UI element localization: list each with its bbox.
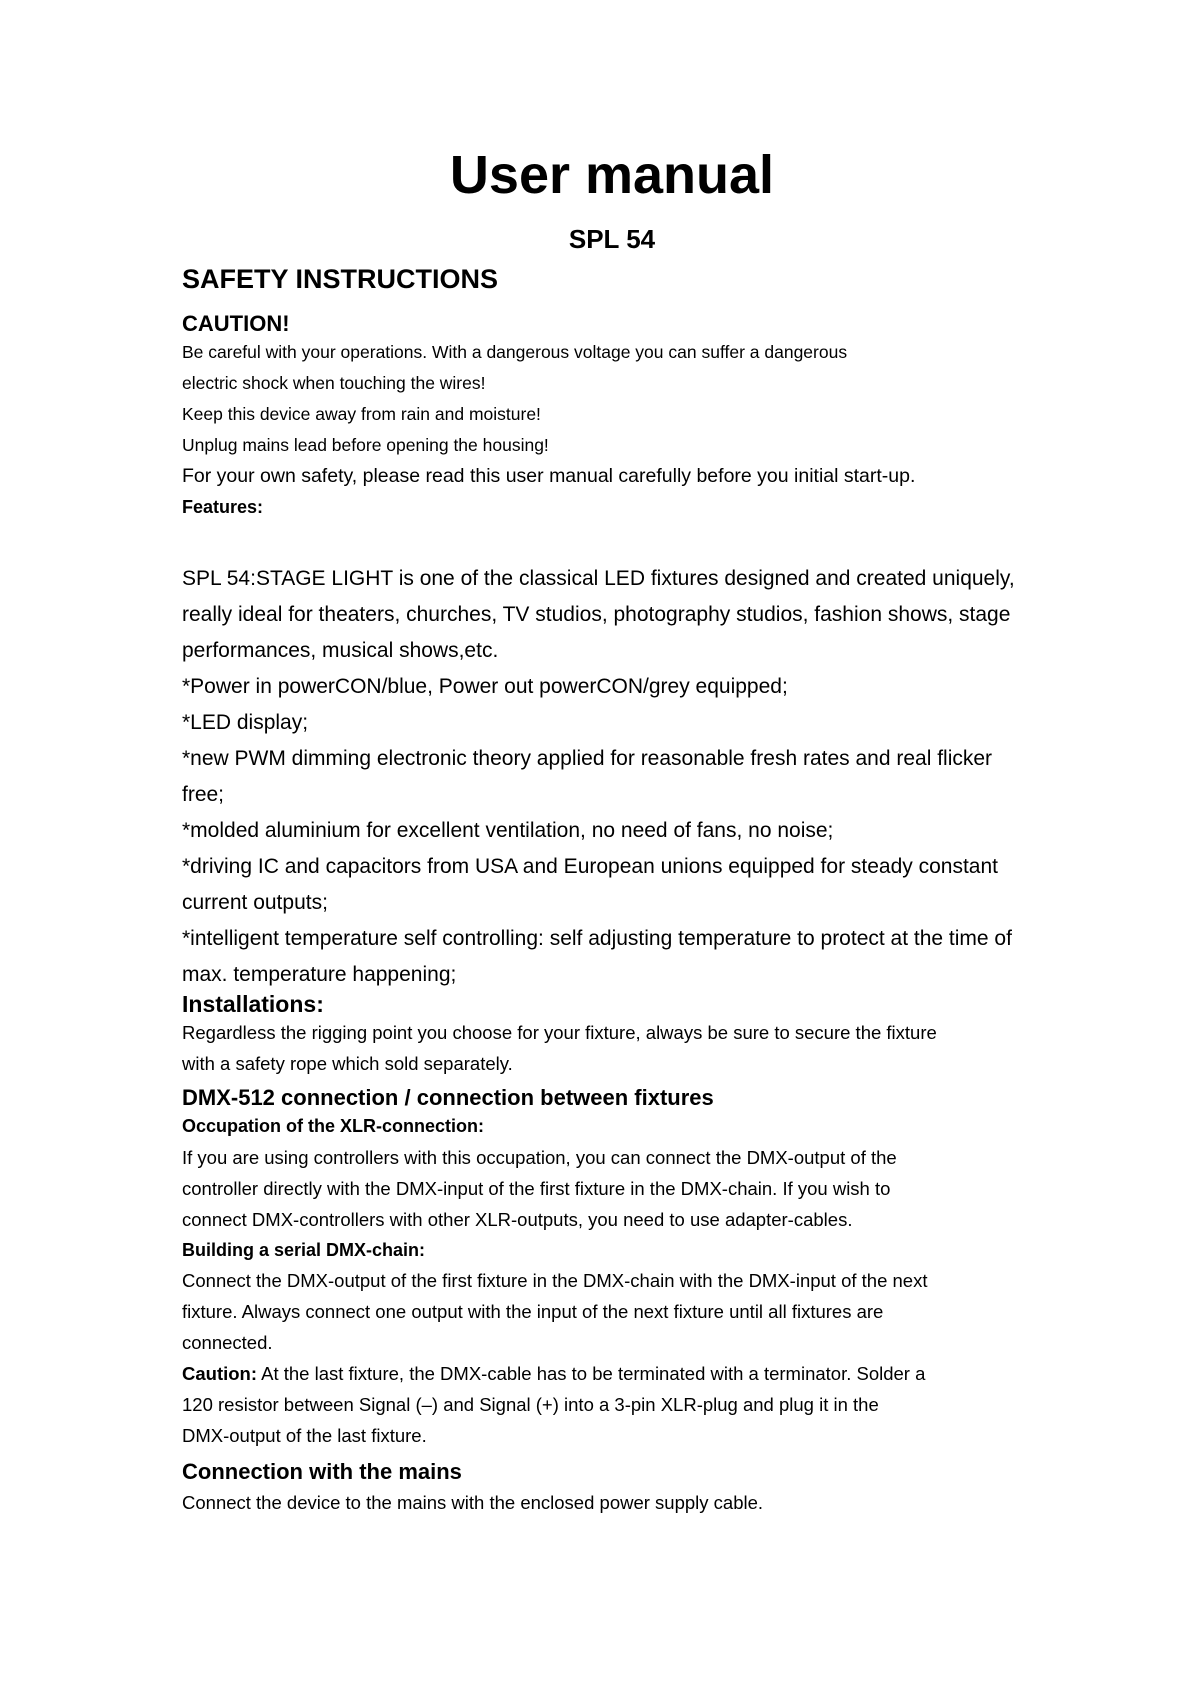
feature-line: free;	[182, 783, 225, 806]
safety-line: electric shock when touching the wires!	[182, 373, 486, 393]
dmx-caution-first-text: At the last fixture, the DMX-cable has to be terminated with a terminator. Solder a	[257, 1363, 926, 1384]
chain-heading: Building a serial DMX-chain:	[182, 1240, 426, 1260]
dmx-caution-label: Caution:	[182, 1363, 258, 1384]
dmx-caution-line: DMX-output of the last fixture.	[182, 1425, 427, 1446]
caution-heading: CAUTION!	[182, 311, 290, 336]
mains-text: Connect the device to the mains with the enclosed power supply cable.	[182, 1492, 764, 1513]
model-subtitle: SPL 54	[568, 224, 656, 254]
xlr-heading: Occupation of the XLR-connection:	[182, 1116, 484, 1136]
xlr-line: connect DMX-controllers with other XLR-outputs, you need to use adapter-cables.	[182, 1209, 853, 1230]
safety-heading: SAFETY INSTRUCTIONS	[182, 264, 499, 294]
installations-heading: Installations:	[182, 991, 324, 1017]
feature-line: performances, musical shows,etc.	[182, 639, 499, 662]
page-title: User manual	[449, 145, 775, 205]
feature-line: really ideal for theaters, churches, TV studios, photography studios, fashion shows, stage	[182, 603, 1011, 626]
chain-line: fixture. Always connect one output with the input of the next fixture until all fixtures are	[182, 1301, 884, 1322]
features-heading: Features:	[182, 497, 264, 517]
installations-line: Regardless the rigging point you choose for your fixture, always be sure to secure the fixture	[182, 1022, 937, 1043]
feature-line: *new PWM dimming electronic theory applied for reasonable fresh rates and real flicker	[182, 747, 993, 770]
feature-line: *LED display;	[182, 711, 309, 734]
dmx-heading: DMX-512 connection / connection between fixtures	[182, 1085, 714, 1110]
xlr-text	[182, 1142, 1042, 1235]
feature-line: *intelligent temperature self controlling: self adjusting temperature to protect at the time of	[182, 927, 1012, 950]
feature-line: *molded aluminium for excellent ventilation, no need of fans, no noise;	[182, 819, 834, 842]
feature-line: SPL 54:STAGE LIGHT is one of the classical LED fixtures designed and created uniquely,	[182, 567, 1015, 590]
chain-line: connected.	[182, 1332, 273, 1353]
xlr-line: If you are using controllers with this occupation, you can connect the DMX-output of the	[182, 1147, 897, 1168]
installations-text	[182, 1017, 1042, 1079]
safety-lines	[182, 337, 1042, 461]
xlr-line: controller directly with the DMX-input of the first fixture in the DMX-chain. If you wish to	[182, 1178, 891, 1199]
features-list	[182, 561, 1042, 993]
safety-line: Unplug mains lead before opening the housing!	[182, 435, 549, 455]
feature-line: *Power in powerCON/blue, Power out powerCON/grey equipped;	[182, 675, 788, 698]
mains-heading: Connection with the mains	[182, 1459, 462, 1484]
dmx-caution-first-line	[182, 1358, 1042, 1389]
dmx-caution	[182, 1358, 1042, 1451]
feature-line: max. temperature happening;	[182, 963, 457, 986]
read-note: For your own safety, please read this user manual carefully before you initial start-up.	[182, 465, 916, 487]
installations-line: with a safety rope which sold separately.	[182, 1053, 513, 1074]
chain-line: Connect the DMX-output of the first fixture in the DMX-chain with the DMX-input of the next	[182, 1270, 928, 1291]
chain-text	[182, 1265, 1042, 1358]
safety-line: Be careful with your operations. With a dangerous voltage you can suffer a dangerous	[182, 342, 848, 362]
safety-line: Keep this device away from rain and moisture!	[182, 404, 541, 424]
feature-line: *driving IC and capacitors from USA and European unions equipped for steady constant	[182, 855, 998, 878]
dmx-caution-line: 120 resistor between Signal (–) and Signal (+) into a 3-pin XLR-plug and plug it in the	[182, 1394, 879, 1415]
feature-line: current outputs;	[182, 891, 328, 914]
